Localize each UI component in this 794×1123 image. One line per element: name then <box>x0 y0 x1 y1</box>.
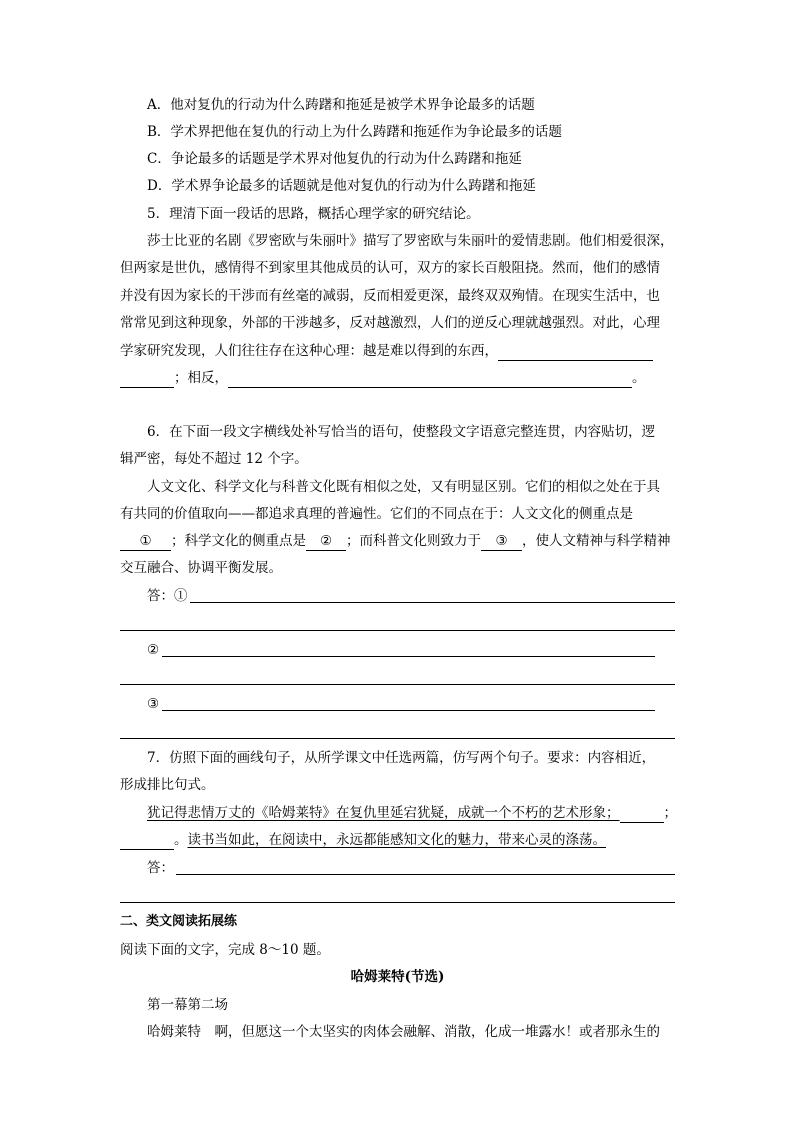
passage-scene: 第一幕第二场 <box>147 997 228 1013</box>
q7-model-sentence-1: 犹记得悲情万丈的《哈姆莱特》在复仇里延宕犹疑，成就一个不朽的艺术形象； <box>147 805 620 821</box>
q7-model-sentence-2: 读书当如此，在阅读中，永远都能感知文化的魅力，带来心灵的涤荡。 <box>187 832 606 848</box>
q7-period: 。 <box>174 832 188 848</box>
q7-semicolon: ； <box>663 805 677 821</box>
q5-blank-2[interactable] <box>228 371 632 388</box>
q5-line6-mid: ；相反， <box>174 370 228 386</box>
q6-answer-1-line[interactable] <box>190 602 675 603</box>
section-2-instruction: 阅读下面的文字，完成 8～10 题。 <box>120 942 330 958</box>
q6-answer-2-label: ② <box>147 642 160 658</box>
q6-answer-1-label: 答：① <box>147 588 188 604</box>
q7-model-line-2 <box>120 830 675 850</box>
q7-answer-line-2[interactable] <box>120 902 675 903</box>
q5-para-line-2: 但两家是世仇，感情得不到家里其他成员的认可，双方的家长百般阻挠。然而，他们的感情 <box>120 260 660 276</box>
q6-answer-2-line[interactable] <box>162 656 655 657</box>
q5-para-line-6 <box>120 368 675 388</box>
q6-blank-2[interactable]: ② <box>306 533 346 551</box>
q7-model-line-1 <box>120 803 702 823</box>
q5-para-line-1: 莎士比亚的名剧《罗密欧与朱丽叶》描写了罗密欧与朱丽叶的爱情悲剧。他们相爱很深， <box>147 233 674 249</box>
q5-stem: 5．理清下面一段话的思路，概括心理学家的研究结论。 <box>147 206 480 222</box>
q5-blank-1-cont[interactable] <box>120 371 174 388</box>
q5-para-line-3: 并没有因为家长的干涉而有丝毫的减弱，反而相爱更深，最终双双殉情。在现实生活中，也 <box>120 288 660 304</box>
q6-text-1: ；科学文化的侧重点是 <box>171 533 306 549</box>
q5-blank-1[interactable] <box>498 344 653 361</box>
q6-para-line-2: 有共同的价值取向——都追求真理的普遍性。它们的不同点在于：人文文化的侧重点是 <box>120 506 633 522</box>
q6-answer-3-line-2[interactable] <box>120 738 675 739</box>
q7-blank-1[interactable] <box>620 806 664 823</box>
q6-stem-1: 6．在下面一段文字横线处补写恰当的语句，使整段文字语意完整连贯，内容贴切，逻 <box>147 424 656 440</box>
q6-para-line-4: 交互融合、协调平衡发展。 <box>120 560 282 576</box>
q6-answer-2-line-2[interactable] <box>120 684 675 685</box>
q5-line5-text: 学家研究发现，人们往往存在这种心理：越是难以得到的东西， <box>120 343 498 359</box>
q7-stem-2: 形成排比句式。 <box>120 777 215 793</box>
q7-answer-line[interactable] <box>176 874 675 875</box>
q4-option-b: B．学术界把他在复仇的行动上为什么踌躇和拖延作为争论最多的话题 <box>147 124 562 140</box>
q6-blank-3[interactable]: ③ <box>481 533 522 551</box>
q6-text-3: ，使人文精神与科学精神 <box>522 533 671 549</box>
q4-option-d: D．学术界争论最多的话题就是他对复仇的行动为什么踌躇和拖延 <box>147 178 536 194</box>
q7-blank-2[interactable] <box>120 833 174 850</box>
q6-text-2: ；而科普文化则致力于 <box>346 533 481 549</box>
q6-answer-1-line-2[interactable] <box>120 630 675 631</box>
q6-blank-1[interactable]: ① <box>120 533 171 551</box>
q4-option-c: C．争论最多的话题是学术界对他复仇的行动为什么踌躇和拖延 <box>147 151 522 167</box>
q6-answer-3-label: ③ <box>147 696 160 712</box>
q4-option-a: A．他对复仇的行动为什么踌躇和拖延是被学术界争论最多的话题 <box>147 97 535 113</box>
section-2-heading: 二、类文阅读拓展练 <box>120 914 238 929</box>
q7-stem-1: 7．仿照下面的画线句子，从所学课文中任选两篇，仿写两个句子。要求：内容相近， <box>147 750 656 766</box>
passage-title: 哈姆莱特(节选) <box>350 969 445 985</box>
q6-stem-2: 辑严密，每处不超过 12 个字。 <box>120 451 308 467</box>
q5-para-line-4: 常常见到这种现象，外部的干涉越多，反对越激烈，人们的逆反心理就越强烈。对此，心理 <box>120 315 660 331</box>
q5-line6-end: 。 <box>632 370 646 386</box>
q7-answer-label: 答： <box>147 860 174 876</box>
q6-answer-3-line[interactable] <box>162 710 655 711</box>
q5-para-line-5 <box>120 341 675 361</box>
passage-first-line: 哈姆莱特 啊，但愿这一个太坚实的肉体会融解、消散，化成一堆露水！或者那永生的 <box>147 1024 660 1040</box>
q6-para-line-1: 人文文化、科学文化与科普文化既有相似之处，又有明显区别。它们的相似之处在于具 <box>147 479 660 495</box>
q6-para-line-3 <box>120 531 675 551</box>
